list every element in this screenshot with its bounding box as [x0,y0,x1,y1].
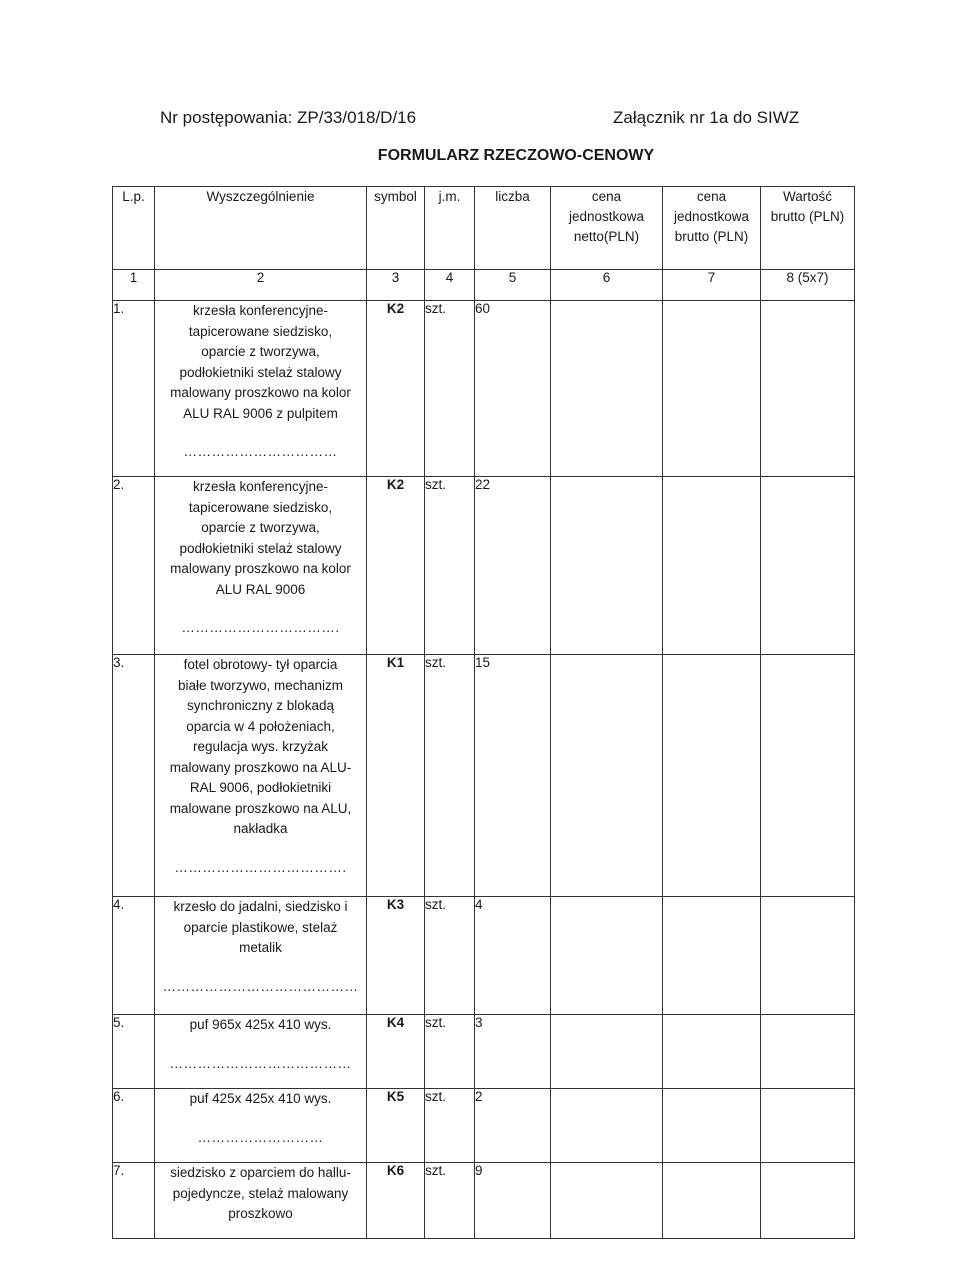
item-symbol: K4 [367,1015,425,1089]
table-row [113,1163,855,1239]
gross-price-cell [663,897,761,1015]
net-price-cell [551,897,663,1015]
table-row [113,897,855,1015]
gross-value-cell [761,477,855,655]
gross-price-cell [663,655,761,897]
col-header-net-price: cena jednostkowa netto(PLN) [551,187,663,270]
table-row [113,655,855,897]
item-quantity: 9 [475,1163,551,1239]
gross-price-cell [663,477,761,655]
row-number: 5. [113,1015,155,1089]
gross-value-cell [761,1163,855,1239]
item-quantity: 3 [475,1015,551,1089]
item-unit: szt. [425,477,475,655]
net-price-cell [551,477,663,655]
column-number-row [113,270,855,301]
item-description-text: krzesła konferencyjne- tapicerowane siedzisko, oparcie z tworzywa, podłokietniki stelaż stalowy malowany proszkowo na kolor ALU RAL 9006 [170,479,351,597]
col-header-gross-value: Wartość brutto (PLN) [761,187,855,270]
attachment-label: Załącznik nr 1a do SIWZ [613,108,800,127]
fill-in-dots: …………………………… [183,444,338,459]
fill-in-dots: …………………………………… [162,978,359,994]
item-description [155,655,367,897]
fill-in-dots: ………………………………. [174,859,347,875]
col-number: 3 [367,270,425,301]
item-unit: szt. [425,1089,475,1163]
gross-price-cell [663,1163,761,1239]
case-number: Nr postępowania: ZP/33/018/D/16 [160,108,417,127]
item-description [155,477,367,655]
item-unit: szt. [425,1015,475,1089]
item-symbol: K6 [367,1163,425,1239]
col-header-quantity: liczba [475,187,551,270]
col-number: 7 [663,270,761,301]
item-description [155,301,367,477]
gross-price-cell [663,1015,761,1089]
item-description-text: krzesła konferencyjne- tapicerowane siedzisko, oparcie z tworzywa, podłokietniki stelaż stalowy malowany proszkowo na kolor ALU RAL 9006 z pulpitem [170,303,351,421]
gross-price-cell [663,1089,761,1163]
row-number: 7. [113,1163,155,1239]
item-unit: szt. [425,1163,475,1239]
gross-value-cell [761,655,855,897]
col-header-description: Wyszczególnienie [155,187,367,270]
col-number: 6 [551,270,663,301]
item-description-text: puf 965x 425x 410 wys. [189,1017,332,1032]
table-row [113,301,855,477]
item-description-text: krzesło do jadalni, siedzisko i oparcie plastikowe, stelaż metalik [173,899,348,955]
fill-in-dots: ……………………… [197,1129,324,1145]
item-description [155,1089,367,1163]
col-header-gross-price: cena jednostkowa brutto (PLN) [663,187,761,270]
item-quantity: 22 [475,477,551,655]
net-price-cell [551,1163,663,1239]
item-symbol: K2 [367,301,425,477]
item-unit: szt. [425,655,475,897]
col-header-unit: j.m. [425,187,475,270]
table-row [113,477,855,655]
table-row [113,1089,855,1163]
price-form-table [112,186,855,1239]
row-number: 3. [113,655,155,897]
form-title: FORMULARZ RZECZOWO-CENOWY [377,147,655,164]
col-number: 4 [425,270,475,301]
item-symbol: K5 [367,1089,425,1163]
item-description [155,1163,367,1239]
net-price-cell [551,655,663,897]
item-quantity: 2 [475,1089,551,1163]
gross-value-cell [761,301,855,477]
item-description-text: puf 425x 425x 410 wys. [189,1091,332,1106]
item-description [155,897,367,1015]
fill-in-dots: ………………………………… [169,1055,352,1071]
col-number: 8 (5x7) [761,270,855,301]
row-number: 4. [113,897,155,1015]
net-price-cell [551,1015,663,1089]
col-header-lp: L.p. [113,187,155,270]
item-symbol: K3 [367,897,425,1015]
row-number: 1. [113,301,155,477]
col-header-symbol: symbol [367,187,425,270]
item-description-text: fotel obrotowy- tył oparcia białe tworzywo, mechanizm synchroniczny z blokadą oparcia w 4 położeniach, regulacja wys. krzyżak malowany proszkowo na ALU- RAL 9006, podłokietniki malowane proszkowo na ALU, nakładka [169,657,352,836]
row-number: 6. [113,1089,155,1163]
gross-value-cell [761,1015,855,1089]
col-number: 5 [475,270,551,301]
table-header-row [113,187,855,270]
fill-in-dots: ……………………………. [181,620,340,635]
col-number: 2 [155,270,367,301]
row-number: 2. [113,477,155,655]
item-symbol: K2 [367,477,425,655]
item-description [155,1015,367,1089]
item-quantity: 4 [475,897,551,1015]
item-quantity: 15 [475,655,551,897]
item-symbol: K1 [367,655,425,897]
col-number: 1 [113,270,155,301]
gross-value-cell [761,1089,855,1163]
net-price-cell [551,1089,663,1163]
item-quantity: 60 [475,301,551,477]
item-description-text: siedzisko z oparciem do hallu- pojedyncze, stelaż malowany proszkowo [170,1165,351,1221]
gross-price-cell [663,301,761,477]
item-unit: szt. [425,301,475,477]
gross-value-cell [761,897,855,1015]
table-row [113,1015,855,1089]
item-unit: szt. [425,897,475,1015]
net-price-cell [551,301,663,477]
